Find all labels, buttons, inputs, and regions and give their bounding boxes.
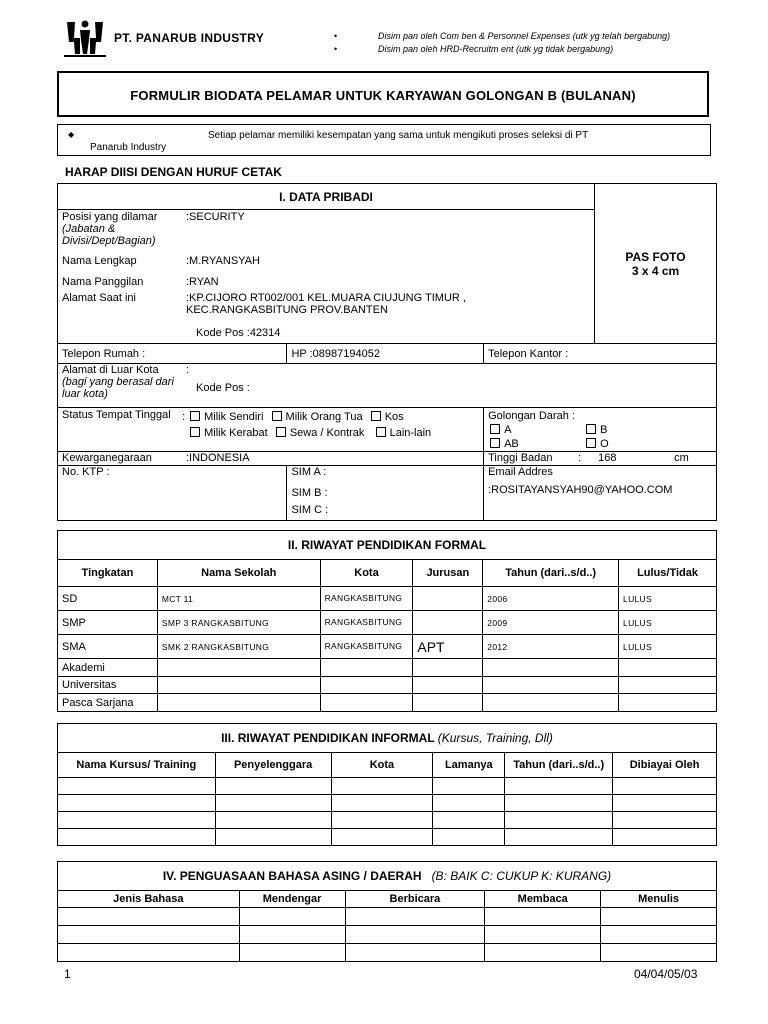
cell-school[interactable]: SMK 2 RANGKASBITUNG xyxy=(157,635,320,659)
sim-a: SIM A : xyxy=(291,466,327,478)
checkbox-icon xyxy=(586,424,596,434)
posisi-label: Posisi yang dilamar xyxy=(62,211,158,223)
bullet-icon: • xyxy=(334,31,338,41)
status-option-milik-kerabat[interactable]: Milik Kerabat xyxy=(188,427,268,439)
col-kota: Kota xyxy=(320,560,413,587)
col-lulus: Lulus/Tidak xyxy=(619,560,717,587)
hp-field[interactable]: HP :08987194052 xyxy=(287,344,484,364)
alamat-luar-label: Alamat di Luar Kota xyxy=(62,364,159,376)
company-name: PT. PANARUB INDUSTRY xyxy=(114,31,265,45)
empty-cell[interactable] xyxy=(239,944,345,962)
col-membaca: Membaca xyxy=(485,891,601,908)
language-table xyxy=(57,861,717,962)
empty-cell[interactable] xyxy=(505,795,613,812)
empty-cell[interactable] xyxy=(58,926,240,944)
posisi-field[interactable] xyxy=(58,210,595,250)
cell-city[interactable] xyxy=(320,659,413,677)
sim-field[interactable] xyxy=(287,466,484,521)
empty-cell[interactable] xyxy=(345,926,485,944)
equal-opportunity-line1: Setiap pelamar memiliki kesempatan yang sama untuk mengikuti proses seleksi di PT xyxy=(208,130,589,141)
kode-pos: Kode Pos :42314 xyxy=(196,326,281,339)
cell-city[interactable] xyxy=(320,677,413,694)
tinggi-value: 168 xyxy=(598,452,617,464)
status-tinggal-field[interactable] xyxy=(58,408,484,452)
golongan-option-o[interactable]: O xyxy=(584,438,609,450)
empty-cell[interactable] xyxy=(613,795,717,812)
tinggi-unit: cm xyxy=(674,452,689,464)
col-tahun-informal: Tahun (dari..s/d..) xyxy=(505,753,613,778)
sim-c: SIM C : xyxy=(291,504,329,516)
empty-cell[interactable] xyxy=(58,829,216,846)
empty-cell[interactable] xyxy=(215,829,331,846)
photo-label: PAS FOTO xyxy=(625,249,686,264)
cell-school[interactable]: SMP 3 RANGKASBITUNG xyxy=(157,611,320,635)
cell-level[interactable]: Akademi xyxy=(58,659,158,677)
table-row xyxy=(58,829,717,846)
status-option-sewa-kontrak[interactable]: Sewa / Kontrak xyxy=(274,427,365,439)
col-kota-informal: Kota xyxy=(331,753,433,778)
note-combe: Disim pan oleh Com ben & Personnel Expenses (utk yg telah bergabung) xyxy=(378,31,671,41)
table-row xyxy=(58,611,717,635)
kewarganegaraan-value: :INDONESIA xyxy=(186,452,250,464)
checkbox-icon xyxy=(376,427,386,437)
status-option-kos[interactable]: Kos xyxy=(369,411,404,423)
alamat-field[interactable] xyxy=(58,292,595,344)
empty-cell[interactable] xyxy=(505,829,613,846)
checkbox-icon xyxy=(490,424,500,434)
nama-panggilan-field[interactable] xyxy=(58,272,595,292)
nama-lengkap-field[interactable] xyxy=(58,250,595,272)
col-menulis: Menulis xyxy=(601,891,717,908)
empty-cell[interactable] xyxy=(613,829,717,846)
cell-level[interactable]: Universitas xyxy=(58,677,158,694)
alamat-luar-colon: : xyxy=(186,364,190,376)
equal-opportunity-line2: Panarub Industry xyxy=(90,142,167,153)
empty-cell[interactable] xyxy=(331,778,433,795)
cell-level[interactable]: SMP xyxy=(58,611,158,635)
col-jenis-bahasa: Jenis Bahasa xyxy=(58,891,240,908)
email-field[interactable] xyxy=(484,466,717,521)
table-row xyxy=(58,812,717,829)
cell-level[interactable]: SMA xyxy=(58,635,158,659)
cell-major[interactable] xyxy=(413,694,483,712)
ktp-field[interactable]: No. KTP : xyxy=(58,466,287,521)
cell-major[interactable] xyxy=(413,677,483,694)
col-nama-sekolah: Nama Sekolah xyxy=(157,560,320,587)
status-option-milik-orang-tua[interactable]: Milik Orang Tua xyxy=(270,411,363,423)
cell-year[interactable]: 2006 xyxy=(483,587,619,611)
table-row xyxy=(58,908,717,926)
nama-panggilan-value: :RYAN xyxy=(186,275,219,288)
equal-opportunity-box xyxy=(57,124,711,156)
empty-cell[interactable] xyxy=(239,908,345,926)
empty-cell[interactable] xyxy=(58,944,240,962)
status-colon: : xyxy=(182,411,186,423)
golongan-option-ab[interactable]: AB xyxy=(488,437,584,451)
empty-cell[interactable] xyxy=(331,812,433,829)
col-tahun: Tahun (dari..s/d..) xyxy=(483,560,619,587)
empty-cell[interactable] xyxy=(215,812,331,829)
cell-status[interactable] xyxy=(619,677,717,694)
status-option-milik-sendiri[interactable]: Milik Sendiri xyxy=(188,411,263,423)
table-row xyxy=(58,635,717,659)
cell-major[interactable] xyxy=(413,587,483,611)
telepon-kantor-field[interactable]: Telepon Kantor : xyxy=(484,344,717,364)
table-row xyxy=(58,694,717,712)
cell-year[interactable] xyxy=(483,659,619,677)
empty-cell[interactable] xyxy=(433,795,505,812)
note-hrd: Disim pan oleh HRD-Recruitm ent (utk yg tidak bergabung) xyxy=(378,44,614,54)
cell-status[interactable]: LULUS xyxy=(619,611,717,635)
table-row xyxy=(58,926,717,944)
personal-data-table xyxy=(57,183,717,521)
empty-cell[interactable] xyxy=(601,926,717,944)
cell-year[interactable]: 2012 xyxy=(483,635,619,659)
empty-cell[interactable] xyxy=(331,829,433,846)
col-mendengar: Mendengar xyxy=(239,891,345,908)
section3-note: (Kursus, Training, Dll) xyxy=(437,731,553,745)
empty-cell[interactable] xyxy=(345,908,485,926)
col-tingkatan: Tingkatan xyxy=(58,560,158,587)
empty-cell[interactable] xyxy=(485,926,601,944)
checkbox-icon xyxy=(272,411,282,421)
section-title-pendidikan-informal: III. RIWAYAT PENDIDIKAN INFORMAL (Kursus, Training, Dll) xyxy=(58,724,717,753)
empty-cell[interactable] xyxy=(345,944,485,962)
col-jurusan: Jurusan xyxy=(413,560,483,587)
section-title-pendidikan-formal: II. RIWAYAT PENDIDIKAN FORMAL xyxy=(58,531,717,560)
nama-panggilan-label: Nama Panggilan xyxy=(62,275,144,288)
empty-cell[interactable] xyxy=(485,908,601,926)
cell-school[interactable]: MCT 11 xyxy=(157,587,320,611)
table-row xyxy=(58,587,717,611)
empty-cell[interactable] xyxy=(505,778,613,795)
cell-school[interactable] xyxy=(157,659,320,677)
alamat-line2: KEC.RANGKASBITUNG PROV.BANTEN xyxy=(186,303,388,316)
empty-cell[interactable] xyxy=(433,829,505,846)
kode-pos-luar: Kode Pos : xyxy=(196,382,250,394)
form-title-box xyxy=(57,71,709,117)
col-dibiayai: Dibiayai Oleh xyxy=(613,753,717,778)
empty-cell[interactable] xyxy=(58,908,240,926)
tinggi-label: Tinggi Badan xyxy=(488,452,553,464)
col-nama-kursus: Nama Kursus/ Training xyxy=(58,753,216,778)
instruction-text: HARAP DIISI DENGAN HURUF CETAK xyxy=(65,165,282,179)
empty-cell[interactable] xyxy=(433,778,505,795)
cell-major[interactable] xyxy=(413,611,483,635)
nama-lengkap-label: Nama Lengkap xyxy=(62,254,137,267)
empty-cell[interactable] xyxy=(58,795,216,812)
cell-school[interactable] xyxy=(157,694,320,712)
status-option-lain-lain[interactable]: Lain-lain xyxy=(374,427,432,439)
cell-status[interactable]: LULUS xyxy=(619,587,717,611)
tinggi-badan-field[interactable] xyxy=(484,452,717,466)
bullet-icon: • xyxy=(334,44,338,54)
nama-lengkap-value: :M.RYANSYAH xyxy=(186,254,260,267)
cell-year[interactable] xyxy=(483,694,619,712)
section-title-data-pribadi: I. DATA PRIBADI xyxy=(58,184,595,210)
photo-size: 3 x 4 cm xyxy=(631,263,680,278)
email-value: :ROSITAYANSYAH90@YAHOO.COM xyxy=(488,484,673,496)
photo-box xyxy=(595,184,717,344)
sim-b: SIM B : xyxy=(291,487,328,499)
company-logo xyxy=(64,18,106,58)
table-row xyxy=(58,677,717,694)
checkbox-icon xyxy=(371,411,381,421)
posisi-value: :SECURITY xyxy=(186,211,245,223)
form-title: FORMULIR BIODATA PELAMAR UNTUK KARYAWAN GOLONGAN B (BULANAN) xyxy=(130,88,636,103)
checkbox-icon xyxy=(586,438,596,448)
empty-cell[interactable] xyxy=(58,812,216,829)
empty-cell[interactable] xyxy=(331,795,433,812)
cell-level[interactable]: Pasca Sarjana xyxy=(58,694,158,712)
cell-year[interactable] xyxy=(483,677,619,694)
golongan-label: Golongan Darah : xyxy=(488,410,575,422)
empty-cell[interactable] xyxy=(485,944,601,962)
empty-cell[interactable] xyxy=(613,778,717,795)
alamat-luar-field[interactable] xyxy=(58,364,717,408)
page-number: 1 xyxy=(64,967,71,981)
document-code: 04/04/05/03 xyxy=(634,967,698,981)
empty-cell[interactable] xyxy=(433,812,505,829)
kewarganegaraan-field[interactable] xyxy=(58,452,484,466)
col-lamanya: Lamanya xyxy=(433,753,505,778)
cell-status[interactable]: LULUS xyxy=(619,635,717,659)
cell-city[interactable]: RANGKASBITUNG xyxy=(320,611,413,635)
alamat-label: Alamat Saat ini xyxy=(62,291,136,304)
alamat-luar-sub: (bagi yang berasal dari luar kota) xyxy=(62,376,174,400)
empty-cell[interactable] xyxy=(215,795,331,812)
empty-cell[interactable] xyxy=(613,812,717,829)
checkbox-icon xyxy=(490,438,500,448)
telepon-rumah-field[interactable]: Telepon Rumah : xyxy=(58,344,287,364)
checkbox-icon xyxy=(190,411,200,421)
empty-cell[interactable] xyxy=(58,778,216,795)
empty-cell[interactable] xyxy=(601,944,717,962)
cell-city[interactable] xyxy=(320,694,413,712)
table-row xyxy=(58,795,717,812)
checkbox-icon xyxy=(190,427,200,437)
col-penyelenggara: Penyelenggara xyxy=(215,753,331,778)
table-row xyxy=(58,659,717,677)
cell-status[interactable] xyxy=(619,659,717,677)
section-title-bahasa: IV. PENGUASAAN BAHASA ASING / DAERAH (B: BAIK C: CUKUP K: KURANG) xyxy=(58,862,717,891)
cell-level[interactable]: SD xyxy=(58,587,158,611)
golongan-darah-field[interactable] xyxy=(484,408,717,452)
empty-cell[interactable] xyxy=(215,778,331,795)
cell-status[interactable] xyxy=(619,694,717,712)
posisi-sub: (Jabatan & Divisi/Dept/Bagian) xyxy=(62,223,156,247)
header-notes xyxy=(334,30,670,56)
cell-city[interactable]: RANGKASBITUNG xyxy=(320,587,413,611)
informal-education-table xyxy=(57,723,717,846)
formal-education-table xyxy=(57,530,717,712)
cell-major[interactable] xyxy=(413,659,483,677)
kewarganegaraan-label: Kewarganegaraan xyxy=(62,452,152,464)
checkbox-icon xyxy=(276,427,286,437)
empty-cell[interactable] xyxy=(601,908,717,926)
golongan-option-a[interactable]: A xyxy=(488,423,584,437)
tinggi-colon: : xyxy=(578,452,582,464)
diamond-bullet-icon: ◆ xyxy=(68,130,75,139)
cell-major[interactable]: APT xyxy=(413,635,483,659)
cell-city[interactable]: RANGKASBITUNG xyxy=(320,635,413,659)
cell-year[interactable]: 2009 xyxy=(483,611,619,635)
table-row xyxy=(58,944,717,962)
empty-cell[interactable] xyxy=(505,812,613,829)
section4-note: (B: BAIK C: CUKUP K: KURANG) xyxy=(431,869,612,883)
golongan-option-b[interactable]: B xyxy=(584,424,607,436)
table-row xyxy=(58,778,717,795)
cell-school[interactable] xyxy=(157,677,320,694)
status-label: Status Tempat Tinggal xyxy=(62,409,171,421)
empty-cell[interactable] xyxy=(239,926,345,944)
col-berbicara: Berbicara xyxy=(345,891,485,908)
email-label: Email Addres xyxy=(488,466,553,478)
alamat-line1: :KP.CIJORO RT002/001 KEL.MUARA CIUJUNG TIMUR , xyxy=(186,291,466,304)
